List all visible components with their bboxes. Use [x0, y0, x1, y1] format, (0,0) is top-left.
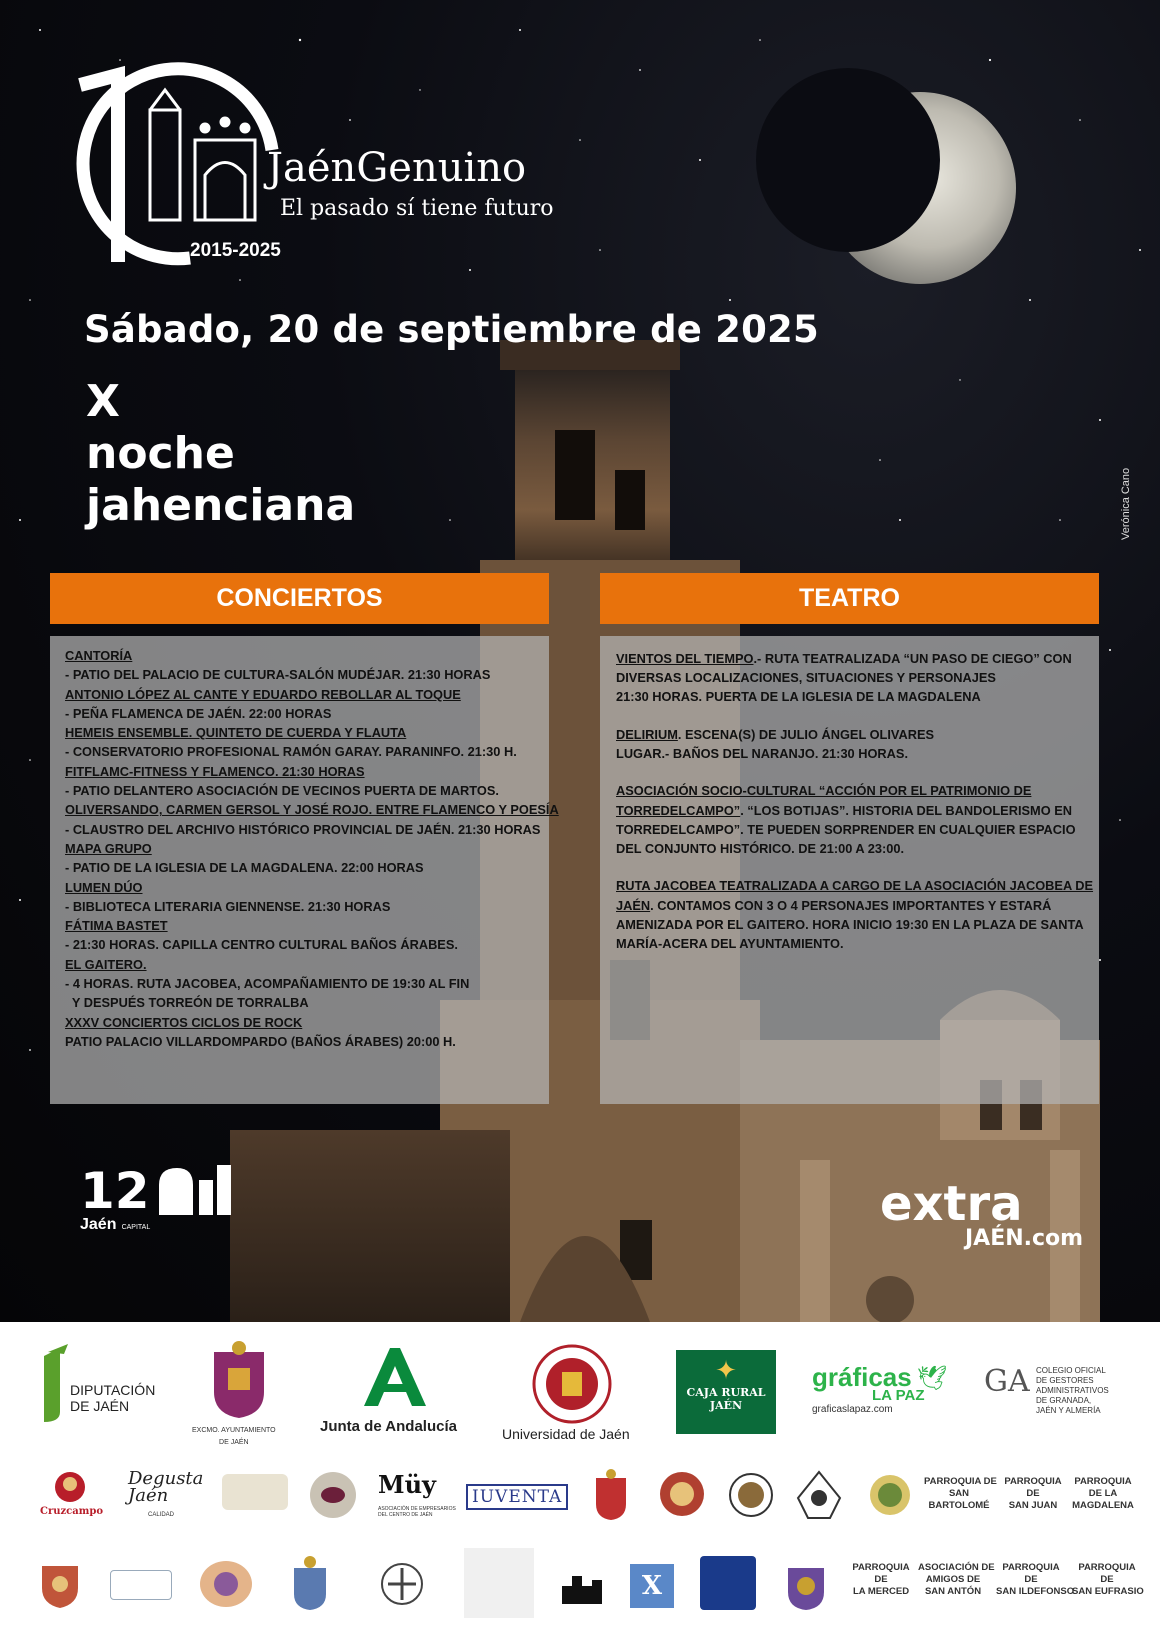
graficas-name: gráficas	[812, 1362, 912, 1392]
cruzcampo-label: Cruzcampo	[40, 1506, 103, 1517]
cofradia-emblem-icon	[792, 1468, 846, 1522]
concierto-title: ANTONIO LÓPEZ AL CANTE Y EDUARDO REBOLLAR AL TOQUE	[65, 686, 461, 702]
cross-emblem-icon	[378, 1554, 426, 1612]
jaen-capital-label: CAPITAL	[121, 1224, 151, 1231]
parroquia-san-juan: PARROQUIA DE SAN JUAN	[1004, 1476, 1062, 1511]
muy-label: Müy	[378, 1470, 436, 1499]
teatro-item-text: TORREDELCAMPO”. TE PUEDEN SORPRENDER EN CUALQUIER ESPACIO	[616, 822, 1076, 837]
teatro-item-text: AMENIZADA POR EL GAITERO. HORA INICIO 19:30 EN LA PLAZA DE SANTA	[616, 917, 1084, 932]
muy-sub: ASOCIACIÓN DE EMPRESARIOS DEL CENTRO DE JAÉN	[378, 1506, 456, 1518]
teatro-panel	[600, 636, 1099, 1104]
diputacion-label: DIPUTACIÓN DE JAÉN	[70, 1382, 156, 1414]
cruzcampo-icon	[48, 1470, 92, 1504]
teatro-item-botijas	[616, 781, 1093, 858]
teatro-item-text: . “LOS BOTIJAS”. HISTORIA DEL BANDOLERISMO EN	[740, 803, 1072, 818]
colegio-label: COLEGIO OFICIAL DE GESTORES ADMINISTRATIVOS DE GRANADA, JAÉN Y ALMERÍA	[1036, 1366, 1109, 1415]
universidad-label: Universidad de Jaén	[502, 1426, 630, 1442]
graficas-url: graficaslapaz.com	[812, 1404, 893, 1415]
hermandad-crest-icon	[34, 1558, 86, 1610]
brand-name: JaénGenuino	[267, 145, 527, 191]
universidad-seal-icon	[532, 1344, 612, 1424]
concierto-title: MAPA GRUPO	[65, 840, 152, 856]
concierto-detail: - CLAUSTRO DEL ARCHIVO HISTÓRICO PROVINCIAL DE JAÉN. 21:30 HORAS	[65, 821, 541, 837]
teatro-list	[616, 648, 1093, 953]
junta-a-icon	[360, 1344, 430, 1410]
jaen-capital-logo	[80, 1160, 235, 1234]
concierto-detail: - 4 HORAS. RUTA JACOBEA, ACOMPAÑAMIENTO DE 19:30 AL FIN	[65, 976, 470, 992]
teatro-item-vientos	[616, 648, 1093, 706]
teatro-header: TEATRO	[600, 573, 1099, 624]
concierto-detail: - 21:30 HORAS. CAPILLA CENTRO CULTURAL BAÑOS ÁRABES.	[65, 937, 458, 953]
degusta-label: Degusta Jaén	[128, 1468, 204, 1506]
cofradia-drawing	[464, 1548, 534, 1618]
jaen-capital-number: 12	[80, 1162, 150, 1220]
event-title	[86, 376, 355, 532]
teatro-item-title: JAÉN	[616, 898, 651, 913]
concierto-detail: - PATIO DELANTERO ASOCIACIÓN DE VECINOS PUERTA DE MARTOS.	[65, 783, 499, 799]
parroquia-magdalena: PARROQUIA DE LA MAGDALENA	[1072, 1476, 1134, 1511]
concierto-detail: - PEÑA FLAMENCA DE JAÉN. 22:00 HORAS	[65, 705, 332, 721]
teatro-item-title: VIENTOS DEL TIEMPO	[616, 651, 754, 666]
concierto-title: FÁTIMA BASTET	[65, 918, 168, 934]
olive-sponsor-icon	[308, 1470, 358, 1520]
ayuntamiento-label: EXCMO. AYUNTAMIENTO DE JAÉN	[192, 1427, 276, 1446]
castle-icon	[155, 1160, 235, 1220]
teatro-item-text: LUGAR.- BAÑOS DEL NARANJO. 21:30 HORAS.	[616, 746, 908, 761]
concierto-title: CANTORÍA	[65, 648, 133, 663]
pena-flamenca-logo	[110, 1570, 172, 1600]
asociacion-san-anton: ASOCIACIÓN DE AMIGOS DE SAN ANTÓN	[918, 1562, 995, 1597]
concierto-detail: - PATIO DE LA IGLESIA DE LA MAGDALENA. 22:00 HORAS	[65, 860, 424, 876]
iuventa-logo: IUVENTA	[466, 1484, 568, 1510]
parroquia-la-merced: PARROQUIA DE LA MERCED	[852, 1562, 910, 1597]
anniversary-years: 2015-2025	[190, 240, 281, 261]
jaen-capital-city: Jaén	[80, 1216, 117, 1233]
parroquia-crest-icon	[290, 1554, 330, 1612]
teatro-item-title: DELIRIUM	[616, 727, 678, 742]
arms-crest-icon	[782, 1556, 830, 1612]
concierto-detail: - CONSERVATORIO PROFESIONAL RAMÓN GARAY. PARANINFO. 21:30 H.	[65, 744, 517, 760]
sponsor-strip	[0, 1322, 1166, 1650]
concierto-title: EL GAITERO.	[65, 956, 147, 972]
event-title-line2: noche	[86, 428, 235, 479]
shield-crest-icon	[592, 1468, 630, 1522]
concierto-title: LUMEN DÚO	[65, 879, 143, 895]
teatro-item-ruta-jacobea	[616, 876, 1093, 953]
asociacion-seal-icon	[868, 1470, 912, 1520]
x-logo-icon: X	[630, 1564, 674, 1608]
conciertos-panel	[50, 636, 559, 1104]
concierto-detail: - PATIO DEL PALACIO DE CULTURA-SALÓN MUDÉJAR. 21:30 HORAS	[65, 667, 491, 683]
graficas-sub: LA PAZ	[872, 1387, 925, 1404]
extrajaen-logo	[880, 1176, 1084, 1251]
photo-credit: Verónica Cano	[1120, 467, 1132, 540]
concierto-title: HEMEIS ENSEMBLE. QUINTETO DE CUERDA Y FLAUTA	[65, 725, 407, 741]
building-silhouette-icon	[558, 1568, 606, 1606]
delirium-logo	[700, 1556, 756, 1610]
colegio-ga-icon: GA	[984, 1364, 1030, 1399]
teatro-item-title: ASOCIACIÓN SOCIO-CULTURAL “ACCIÓN POR EL PATRIMONIO DE	[616, 783, 1032, 798]
teatro-item-text: . ESCENA(S) DE JULIO ÁNGEL OLIVARES	[677, 727, 935, 742]
round-emblem-icon	[198, 1558, 254, 1610]
degusta-sub: CALIDAD	[148, 1512, 175, 1518]
caja-rural-logo	[676, 1350, 776, 1434]
event-date: Sábado, 20 de septiembre de 2025	[84, 308, 819, 351]
conciertos-list	[65, 646, 559, 1051]
event-title-line3: jahenciana	[86, 480, 356, 531]
cofradia-seal-icon	[728, 1470, 774, 1520]
concierto-detail: PATIO PALACIO VILLARDOMPARDO (BAÑOS ÁRABES) 20:00 H.	[65, 1033, 456, 1049]
teatro-item-delirium	[616, 724, 1093, 763]
teatro-item-text: .- RUTA TEATRALIZADA “UN PASO DE CIEGO” CON	[753, 651, 1072, 666]
wheat-icon: ✦	[715, 1356, 737, 1386]
teatro-item-text: DIVERSAS LOCALIZACIONES, SITUACIONES Y PERSONAJES	[616, 670, 996, 685]
extrajaen-word: extra	[880, 1176, 1023, 1232]
concierto-detail: - BIBLIOTECA LITERARIA GIENNENSE. 21:30 HORAS	[65, 898, 391, 914]
conciertos-header: CONCIERTOS	[50, 573, 549, 624]
event-title-line1: X	[86, 376, 120, 427]
teatro-item-title: RUTA JACOBEA TEATRALIZADA A CARGO DE LA ASOCIACIÓN JACOBEA DE	[616, 878, 1094, 893]
teatro-item-title: TORREDELCAMPO”	[616, 803, 741, 818]
graficas-logo	[812, 1362, 947, 1415]
anniversary-10-logo	[80, 69, 272, 262]
teatro-item-text: 21:30 HORAS. PUERTA DE LA IGLESIA DE LA MAGDALENA	[616, 689, 981, 704]
diputacion-j-icon	[38, 1342, 70, 1424]
extrajaen-domain: JAÉN.com	[965, 1226, 1084, 1251]
concierto-title: OLIVERSANDO, CARMEN GERSOL Y JOSÉ ROJO. ENTRE FLAMENCO Y POESÍA	[65, 802, 559, 818]
brand-tagline: El pasado sí tiene futuro	[280, 196, 554, 221]
concierto-detail: Y DESPUÉS TORREÓN DE TORRALBA	[65, 995, 309, 1011]
concierto-title: FITFLAMC-FITNESS Y FLAMENCO. 21:30 HORAS	[65, 763, 365, 779]
parroquia-san-eufrasio: PARROQUIA DE SAN EUFRASIO	[1072, 1562, 1144, 1597]
crest-icon	[656, 1468, 708, 1520]
ayuntamiento-shield-icon	[206, 1340, 272, 1420]
parroquia-san-ildefonso: PARROQUIA DE SAN ILDEFONSO	[996, 1562, 1075, 1597]
teatro-item-text: . CONTAMOS CON 3 O 4 PERSONAJES IMPORTANTES Y ESTARÁ	[650, 898, 1052, 913]
teatro-item-text: MARÍA-ACERA DEL AYUNTAMIENTO.	[616, 936, 844, 951]
caja-rural-label: CAJA RURAL JAÉN	[686, 1386, 766, 1412]
concierto-title: XXXV CONCIERTOS CICLOS DE ROCK	[65, 1014, 303, 1030]
teatro-item-text: DEL CONJUNTO HISTÓRICO. DE 21:00 A 23:00.	[616, 841, 905, 856]
bird-icon: 🕊	[916, 1364, 948, 1392]
parroquia-san-bartolome: PARROQUIA DE SAN BARTOLOMÉ	[924, 1476, 997, 1511]
sponsor-badge-xauen	[222, 1474, 288, 1510]
junta-label: Junta de Andalucía	[320, 1418, 457, 1435]
